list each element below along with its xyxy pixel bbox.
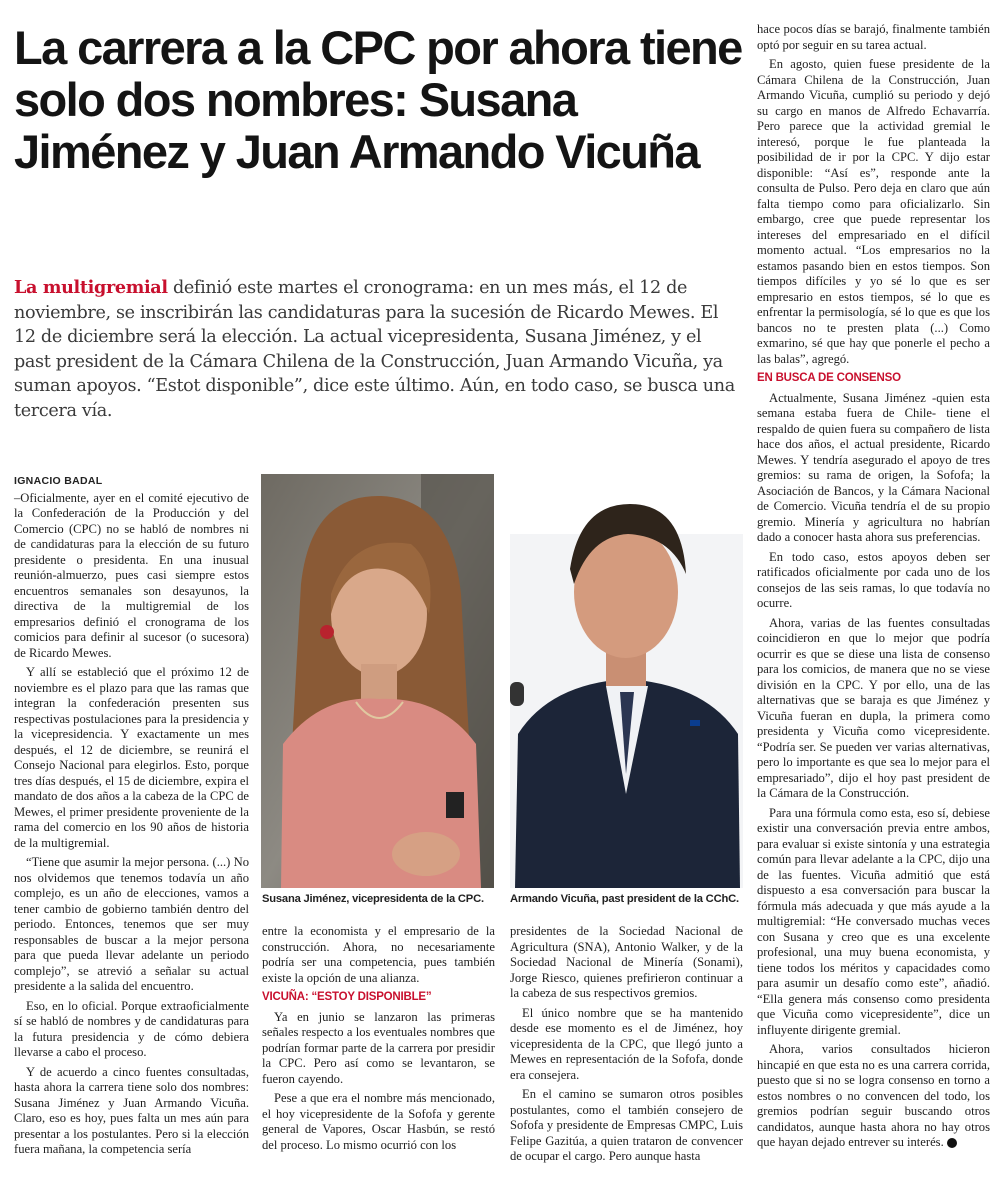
caption-left: Susana Jiménez, vicepresidenta de la CPC. xyxy=(262,893,484,905)
paragraph: Ya en junio se lanzaron las primeras señales respecto a los eventuales nombres que podrían formar parte de la carrera por presidir la CPC. Pero así como se levantaron, se fueron cayendo. xyxy=(262,1009,495,1086)
paragraph: Para una fórmula como esta, eso sí, debiese existir una conversación previa entre ambos, para evaluar si existe sintonía y una estrategia común para llevar adelante a la CPC, dijo una de las fuentes. Vicuña admitió que está dispuesto a esa conversación para buscar la fórmula más adecuada y que más ayude a la multigremial: “He conversado muchas veces con Susana y creo que es una excelente profesional, una muy buena economista, y tiene todos los méritos y capacidades como para asumir un desafío como este”, añadió. “Ella genera más consenso como presidenta que Vicuña como vicepresidente”, dice un influyente dirigente gremial. xyxy=(757,805,990,1037)
caption-right: Armando Vicuña, past president de la CChC. xyxy=(510,893,739,905)
photo-susana-jimenez xyxy=(261,474,494,888)
paragraph: entre la economista y el empresario de la construcción. Ahora, no necesariamente podría ser una competencia, pues también existe la opción de una alianza. xyxy=(262,924,495,985)
headline: La carrera a la CPC por ahora tiene solo dos nombres: Susana Jiménez y Juan Armando Vicuña xyxy=(14,21,742,178)
portrait-man-image xyxy=(510,474,743,888)
end-mark-icon: P xyxy=(947,1138,957,1148)
paragraph: Actualmente, Susana Jiménez -quien esta semana estaba fuera de Chile- tiene el respaldo de quien fuera su compañero de lista hace dos años, el actual presidente, Ricardo Mewes. Y tendría asegurado el apoyo de tres gremios: su rama de origen, la Sofofa; la Asociación de Bancos, y la Cámara Nacional de Comercio. Vicuña tendría el de su propio gremio. Minería y agricultura no habrían dado a conocer hasta ahora sus preferencias. xyxy=(757,390,990,544)
paragraph: El único nombre que se ha mantenido desde ese momento es el de Jiménez, hoy vicepresidenta de la CPC, que llegó junto a Mewes en representación de la Sofofa, donde era consejera. xyxy=(510,1005,743,1082)
column-2 xyxy=(262,924,495,1157)
paragraph-final xyxy=(757,1042,990,1151)
paragraph: Eso, en lo oficial. Porque extraoficialmente sí se habló de nombres y de candidaturas para la futura presidencia y de cómo debiera llevarse a cabo el proceso. xyxy=(14,998,249,1059)
paragraph: “Tiene que asumir la mejor persona. (...) No nos olvidemos que tenemos todavía un año complejo, es un año de elecciones, vamos a tener cambio de gobierno también dentro del periodo. Entonces, tenemos que ser muy responsables de buscar a la mejor persona para que pueda llevar adelante un periodo complejo”, se atrevió a señalar su actual presidente a la salida del encuentro. xyxy=(14,855,249,993)
paragraph: Y de acuerdo a cinco fuentes consultadas, hasta ahora la carrera tiene solo dos nombres: Susana Jiménez y Juan Armando Vicuña. Claro, eso es hoy, pues falta un mes aún para presentar a los postulantes. Pero si la elección fuera mañana, la competencia sería xyxy=(14,1064,249,1156)
subhead-estoy-disponible: VICUÑA: “ESTOY DISPONIBLE” xyxy=(262,991,432,1003)
lede-text: definió este martes el cronograma: en un mes más, el 12 de noviembre, se inscribirán las candidaturas para la sucesión de Ricardo Mewes. El 12 de diciembre será la elección. La actual vicepresidenta, Susana Jiménez, y el past president de la Cámara Chilena de la Construcción, Juan Armando Vicuña, ya suman apoyos. “Estot disponible”, dice este último. Aún, en todo caso, se busca una tercera vía. xyxy=(14,278,735,421)
paragraph: En agosto, quien fuese presidente de la Cámara Chilena de la Construcción, Juan Armando Vicuña, cumplió su periodo y dejó su cargo en manos de Alfredo Echavarría. Pero parece que la actividad gremial le interesó, porque le fue planteada la posibilidad de ir por la CPC. Y dijo estar disponible: “Así es”, responde ante la consulta de Pulso. Pero deja en claro que aún falta tiempo como para oficializarlo. Sin embargo, cree que puede representar los intereses del empresariado en el difícil momento actual. “Los empresarios no la estamos pasando bien en estos tiempos. Son tiempos difíciles y yo sé lo que es ser empresario en estos tiempos, sé lo que es enfrentar la permisología, sé lo que es que los bancos no te presten plata (...) Como exmarino, sé que hay que ponerle el pecho a las balas”, agregó. xyxy=(757,57,990,366)
paragraph: En todo caso, estos apoyos deben ser ratificados oficialmente por cada uno de los consejos de las seis ramas, lo que todavía no ocurre. xyxy=(757,549,990,610)
subhead-en-busca-de-consenso: EN BUSCA DE CONSENSO xyxy=(757,372,901,384)
lede-kicker: La multigremial xyxy=(14,277,168,298)
lede xyxy=(14,276,742,424)
paragraph: Y allí se estableció que el próximo 12 de noviembre es el plazo para que las ramas que integran la confederación presenten sus respectivas postulaciones para la presidencia y la vicepresidencia. Y exactamente un mes después, el 12 de diciembre, se reunirá el Consejo Nacional para elegirlos. Esto, porque tres días después, el 15 de diciembre, expira el mandato de dos años a la cabeza de la CPC de Mewes, el primer presidente proveniente de la rama del comercio en los 90 años de historia de la multigremial. xyxy=(14,665,249,850)
paragraph: presidentes de la Sociedad Nacional de Agricultura (SNA), Antonio Walker, y de la Sociedad Nacional de Minería (Sonami), Jorge Riesco, quienes prefirieron continuar a la cabeza de sus respectivos gremios. xyxy=(510,924,743,1000)
photo-armando-vicuna xyxy=(510,474,743,888)
paragraph-final-text: Ahora, varios consultados hicieron hincapié en que esta no es una carrera corrida, puesto que si no se logra consenso en torno a estos nombres o no convencen del todo, los gremios podrían seguir buscando otros candidatos, aunque hasta ahora no hay otros que hayan dejado entrever su interés. xyxy=(757,1042,990,1149)
paragraph: Ahora, varias de las fuentes consultadas coincidieron en que lo mejor que podría ocurrir es que se diese una lista de consenso para los comicios, de manera que no se viese división en la CPC. Y por ello, una de las alternativas que se baraja es que Jiménez y Vicuña fueran en dupla, la primera como presidenta y Vicuña como vicepresidente. “Podría ser. Se pueden ver varias alternativas, pero lo importante es que sea lo mejor para el empresariado”, dijo el hoy past president de la Cámara de la Construcción. xyxy=(757,615,990,800)
portrait-woman-image xyxy=(261,474,494,888)
byline: IGNACIO BADAL xyxy=(14,475,103,487)
paragraph: Pese a que era el nombre más mencionado, el hoy vicepresidente de la Sofofa y gerente general de Vapores, Oscar Hasbún, se restó del proceso. Lo mismo ocurrió con los xyxy=(262,1091,495,1152)
column-4 xyxy=(757,22,990,1155)
paragraph: En el camino se sumaron otros posibles postulantes, como el también consejero de Sofofa y presidente de Empresas CMPC, Luis Felipe Gazitúa, a quien trataron de convencer de ocupar el cargo. Pero aunque hasta xyxy=(510,1087,743,1163)
column-1 xyxy=(14,474,249,1162)
paragraph: hace pocos días se barajó, finalmente también optó por seguir en su tarea actual. xyxy=(757,22,990,52)
paragraph: –Oficialmente, ayer en el comité ejecutivo de la Confederación de la Producción y del Comercio (CPC) no se habló de nombres ni de candidaturas para la elección de su futuro presidente o presidenta. En una inusual reunión-almuerzo, pues casi siempre estos encuentros semanales son desayunos, la directiva de la multigremial de los empresarios definió el cronograma de los comicios para definir al sucesor (o sucesora) de Ricardo Mewes. xyxy=(14,490,249,660)
column-3 xyxy=(510,924,743,1169)
